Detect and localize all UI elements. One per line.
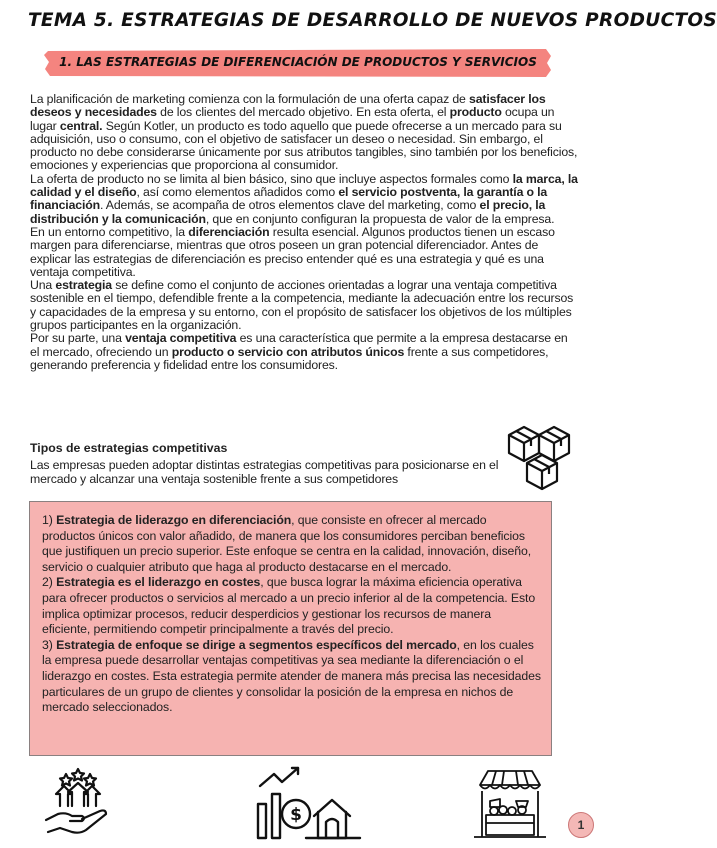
strategy-item: 1) Estrategia de liderazgo en diferenciación, que consiste en ofrecer al mercado productos únicos con valor añadido, de manera que los consumidores perciban beneficios que justifiquen un precio superior. Este enfoque se centra en la calidad, innovación, diseño, servicio o cualquier atributo que haga al producto destacarse en el mercado. — [42, 513, 532, 574]
strategies-panel — [29, 501, 552, 756]
paragraph-5: Por su parte, una ventaja competitiva es una característica que permite a la empresa destacarse en el mercado, ofreciendo un producto o servicio con atributos únicos frente a sus competidores, generando preferencia y fidelidad entre los consumidores. — [30, 331, 568, 372]
intro-text — [30, 93, 578, 372]
paragraph-1: La planificación de marketing comienza con la formulación de una oferta capaz de satisfacer los deseos y necesidades de los clientes del mercado objetivo. En esta oferta, el producto ocupa un lugar central. Según Kotler, un producto es todo aquello que puede ofrecerse a un mercado para su adquisición, uso o consumo, con el objetivo de satisfacer un deseo o necesidad. Sin embargo, el producto no debe considerarse únicamente por sus atributos tangibles, sino también por los beneficios, emociones y experiencias que proporciona al consumidor. — [30, 92, 578, 173]
strategies-list — [42, 513, 542, 716]
page-title: TEMA 5. ESTRATEGIAS DE DESARROLLO DE NUEVOS PRODUCTOS — [28, 10, 717, 31]
subheading: Tipos de estrategias competitivas — [30, 441, 228, 455]
strategy-item: 2) Estrategia es el liderazgo en costes, que busca lograr la máxima eficiencia operativa para ofrecer productos o servicios al mercado a un precio inferior al de la competencia. Esto implica optimizar procesos, reducir desperdicios y gestionar los recursos de manera eficiente, permitiendo competir principalmente a través del precio. — [42, 575, 536, 637]
strategy-item: 3) Estrategia de enfoque se dirige a segmentos específicos del mercado, en los cuales la empresa puede desarrollar ventajas competitivas ya sea mediante la diferenciación o el liderazgo en costes. Esta estrategia permite atender de manera más precisa las necesidades particulares de un grupo de clientes y consolidar la posición de la empresa en nichos de mercado seleccionados. — [42, 637, 541, 715]
paragraph-2: La oferta de producto no se limita al bien básico, sino que incluye aspectos formales como la marca, la calidad y el diseño, así como elementos añadidos como el servicio postventa, la garantía o la financiación. Además, se acompaña de otros elementos clave del marketing, como el precio, la distribución y la comunicación, que en conjunto configuran la propuesta de valor de la empresa. — [30, 171, 578, 226]
growth-hand-icon — [40, 766, 116, 842]
money-chart-house-icon — [252, 764, 364, 844]
page-number: 1 — [568, 812, 594, 838]
paragraph-3: En un entorno competitivo, la diferenciación resulta esencial. Algunos productos tienen un escaso margen para diferenciarse, mientras que otros poseen un gran potencial diferenciador. Antes de explicar las estrategias de diferenciación es preciso entender qué es una estrategia y qué es una ventaja competitiva. — [30, 224, 555, 279]
paragraph-4: Una estrategia se define como el conjunto de acciones orientadas a lograr una ventaja competitiva sostenible en el tiempo, defendible frente a la competencia, mediante la adecuación entre los recursos y capacidades de la empresa y su entorno, con el propósito de satisfacer los objetivos de los múltiples grupos participantes en la organización. — [30, 278, 574, 333]
subheading-description: Las empresas pueden adoptar distintas estrategias competitivas para posicionarse en el mercado y alcanzar una ventaja sostenible frente a sus competidores — [30, 458, 499, 486]
market-stall-icon — [470, 765, 550, 841]
section-banner — [44, 48, 552, 78]
section-heading: 1. LAS ESTRATEGIAS DE DIFERENCIACIÓN DE PRODUCTOS Y SERVICIOS — [59, 55, 537, 69]
boxes-icon — [506, 421, 578, 493]
svg-text:$: $ — [290, 805, 302, 825]
